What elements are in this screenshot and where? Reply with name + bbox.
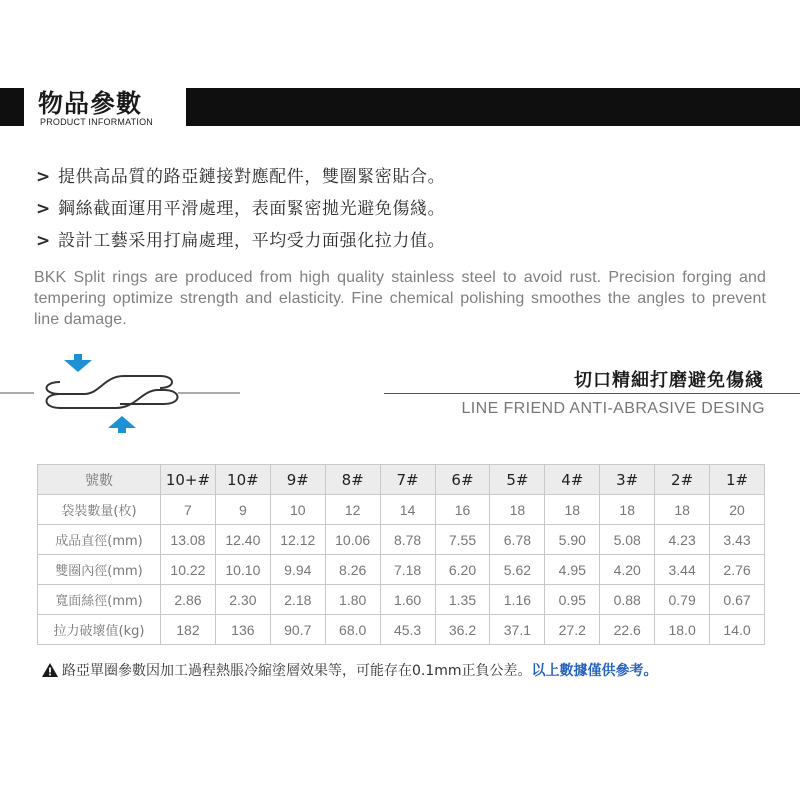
table-cell: 68.0 xyxy=(325,615,380,645)
table-cell: 0.95 xyxy=(545,585,600,615)
table-cell: 2.30 xyxy=(215,585,270,615)
table-cell: 27.2 xyxy=(545,615,600,645)
size-header: 3# xyxy=(600,465,655,495)
size-header: 4# xyxy=(545,465,600,495)
size-header: 2# xyxy=(655,465,710,495)
warning-triangle-icon xyxy=(42,663,62,679)
table-cell: 14.0 xyxy=(710,615,765,645)
table-cell: 37.1 xyxy=(490,615,545,645)
feature-divider xyxy=(384,393,800,394)
chevron-right-icon: > xyxy=(36,231,51,251)
table-cell: 6.20 xyxy=(435,555,490,585)
table-corner-label: 號數 xyxy=(38,465,161,495)
table-cell: 18 xyxy=(655,495,710,525)
table-cell: 36.2 xyxy=(435,615,490,645)
table-cell: 0.88 xyxy=(600,585,655,615)
table-cell: 14 xyxy=(380,495,435,525)
table-cell: 136 xyxy=(215,615,270,645)
size-header: 6# xyxy=(435,465,490,495)
size-header: 5# xyxy=(490,465,545,495)
feature-text: 鋼絲截面運用平滑處理，表面緊密拋光避免傷綫。 xyxy=(58,199,446,219)
size-header: 10# xyxy=(215,465,270,495)
table-cell: 9 xyxy=(215,495,270,525)
english-description: BKK Split rings are produced from high quality stainless steel to avoid rust. Precision forging and tempering optimize strength and elasticity. Fine chemical polishing smoothes the angles to prevent line damage. xyxy=(34,269,766,328)
table-cell: 0.67 xyxy=(710,585,765,615)
feature-item xyxy=(36,162,445,194)
table-cell: 5.08 xyxy=(600,525,655,555)
feature-list xyxy=(36,162,445,258)
header-left-bar xyxy=(0,88,24,126)
table-cell: 3.43 xyxy=(710,525,765,555)
table-cell: 2.18 xyxy=(270,585,325,615)
feature-item xyxy=(36,194,445,226)
table-row xyxy=(38,585,765,615)
table-cell: 1.80 xyxy=(325,585,380,615)
page-subtitle: PRODUCT INFORMATION xyxy=(40,117,153,127)
feature-title-cn: 切口精細打磨避免傷綫 xyxy=(574,370,764,391)
table-row xyxy=(38,525,765,555)
table-cell: 2.76 xyxy=(710,555,765,585)
arrow-up-icon xyxy=(108,416,136,433)
header-right-bar xyxy=(186,88,800,126)
table-cell: 10 xyxy=(270,495,325,525)
row-label: 成品直徑(mm) xyxy=(38,525,161,555)
table-cell: 45.3 xyxy=(380,615,435,645)
table-cell: 13.08 xyxy=(161,525,216,555)
table-cell: 18 xyxy=(600,495,655,525)
table-cell: 182 xyxy=(161,615,216,645)
feature-text: 設計工藝采用打扁處理，平均受力面强化拉力值。 xyxy=(58,231,446,251)
table-cell: 5.62 xyxy=(490,555,545,585)
row-label: 拉力破壞值(kg) xyxy=(38,615,161,645)
footnote-highlight: 以上數據僅供參考。 xyxy=(531,663,658,679)
page-title: 物品參數 xyxy=(38,89,143,118)
size-header: 1# xyxy=(710,465,765,495)
size-header: 9# xyxy=(270,465,325,495)
table-cell: 16 xyxy=(435,495,490,525)
table-cell: 10.22 xyxy=(161,555,216,585)
table-cell: 90.7 xyxy=(270,615,325,645)
table-cell: 5.90 xyxy=(545,525,600,555)
table-cell: 18.0 xyxy=(655,615,710,645)
table-cell: 7 xyxy=(161,495,216,525)
table-cell: 7.55 xyxy=(435,525,490,555)
table-cell: 10.10 xyxy=(215,555,270,585)
size-header: 7# xyxy=(380,465,435,495)
ring-strand-lower xyxy=(47,390,178,408)
footnote-text: 路亞單圈參數因加工過程熱脹冷縮塗層效果等，可能存在0.1mm正負公差。 xyxy=(62,663,532,679)
table-cell: 4.20 xyxy=(600,555,655,585)
table-cell: 22.6 xyxy=(600,615,655,645)
chevron-right-icon: > xyxy=(36,199,51,219)
table-row xyxy=(38,495,765,525)
table-cell: 12.12 xyxy=(270,525,325,555)
table-cell: 20 xyxy=(710,495,765,525)
table-cell: 4.23 xyxy=(655,525,710,555)
spec-table xyxy=(37,464,765,645)
size-header: 10+# xyxy=(161,465,216,495)
row-label: 寬面絲徑(mm) xyxy=(38,585,161,615)
table-cell: 6.78 xyxy=(490,525,545,555)
feature-title-en: LINE FRIEND ANTI-ABRASIVE DESING xyxy=(461,400,765,417)
size-header: 8# xyxy=(325,465,380,495)
table-cell: 1.60 xyxy=(380,585,435,615)
table-header-row xyxy=(38,465,765,495)
table-cell: 1.35 xyxy=(435,585,490,615)
table-cell: 12.40 xyxy=(215,525,270,555)
feature-text: 提供高品質的路亞鏈接對應配件，雙圈緊密貼合。 xyxy=(58,167,446,187)
table-cell: 0.79 xyxy=(655,585,710,615)
table-cell: 4.95 xyxy=(545,555,600,585)
table-cell: 18 xyxy=(545,495,600,525)
table-cell: 10.06 xyxy=(325,525,380,555)
table-row xyxy=(38,615,765,645)
table-cell: 2.86 xyxy=(161,585,216,615)
table-row xyxy=(38,555,765,585)
feature-item xyxy=(36,226,445,258)
table-cell: 1.16 xyxy=(490,585,545,615)
row-label: 袋裝數量(枚) xyxy=(38,495,161,525)
table-cell: 8.26 xyxy=(325,555,380,585)
row-label: 雙圈內徑(mm) xyxy=(38,555,161,585)
footnote xyxy=(42,660,658,680)
arrow-down-icon xyxy=(64,354,92,372)
table-cell: 8.78 xyxy=(380,525,435,555)
split-ring-diagram xyxy=(0,350,240,434)
chevron-right-icon: > xyxy=(36,167,51,187)
table-cell: 18 xyxy=(490,495,545,525)
table-cell: 3.44 xyxy=(655,555,710,585)
table-cell: 9.94 xyxy=(270,555,325,585)
table-cell: 7.18 xyxy=(380,555,435,585)
table-cell: 12 xyxy=(325,495,380,525)
